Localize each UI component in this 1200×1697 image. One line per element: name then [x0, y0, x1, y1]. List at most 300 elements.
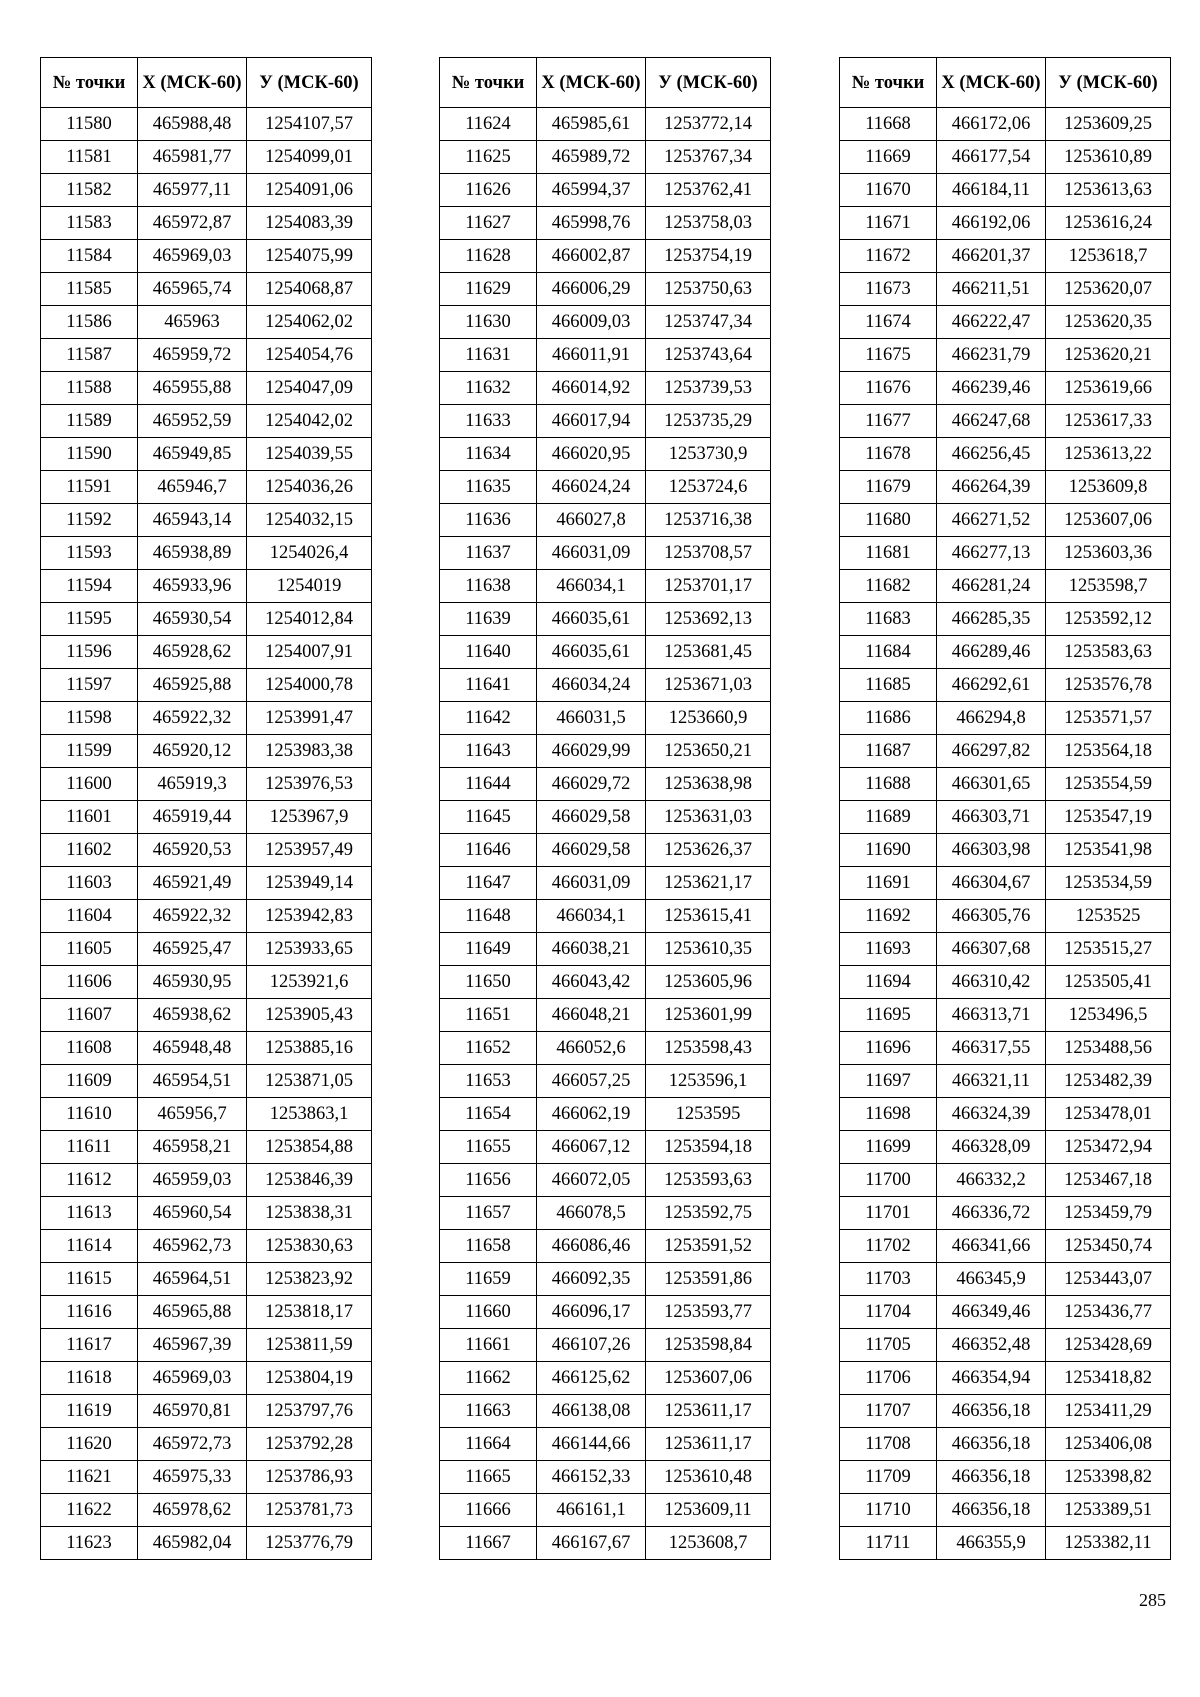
x-coordinate-cell: 466014,92: [537, 372, 646, 405]
point-number-cell: 11580: [41, 108, 138, 141]
x-coordinate-cell: 466144,66: [537, 1428, 646, 1461]
coordinates-table-1: [40, 57, 372, 1560]
point-number-cell: 11641: [440, 669, 537, 702]
x-coordinate-cell: 466031,5: [537, 702, 646, 735]
x-coordinate-cell: 465972,87: [138, 207, 247, 240]
y-coordinate-cell: 1254107,57: [247, 108, 372, 141]
y-coordinate-cell: 1253838,31: [247, 1197, 372, 1230]
y-coordinate-cell: 1253830,63: [247, 1230, 372, 1263]
table-row: [440, 966, 771, 999]
y-coordinate-cell: 1253638,98: [646, 768, 771, 801]
table-row: [440, 1461, 771, 1494]
x-coordinate-cell: 465998,76: [537, 207, 646, 240]
table-row: [840, 141, 1171, 174]
table-row: [440, 141, 771, 174]
point-number-cell: 11671: [840, 207, 937, 240]
y-coordinate-cell: 1253754,19: [646, 240, 771, 273]
y-coordinate-cell: 1253534,59: [1046, 867, 1171, 900]
y-coordinate-cell: 1253591,52: [646, 1230, 771, 1263]
x-coordinate-cell: 466002,87: [537, 240, 646, 273]
point-number-cell: 11675: [840, 339, 937, 372]
x-coordinate-cell: 465963: [138, 306, 247, 339]
table-row: [440, 438, 771, 471]
point-number-cell: 11710: [840, 1494, 937, 1527]
table-row: [840, 999, 1171, 1032]
x-coordinate-cell: 466072,05: [537, 1164, 646, 1197]
point-number-cell: 11591: [41, 471, 138, 504]
table-row: [41, 438, 372, 471]
y-coordinate-cell: 1253436,77: [1046, 1296, 1171, 1329]
point-number-cell: 11668: [840, 108, 937, 141]
x-coordinate-cell: 466256,45: [937, 438, 1046, 471]
table-row: [840, 1461, 1171, 1494]
y-coordinate-cell: 1253905,43: [247, 999, 372, 1032]
table-row: [41, 207, 372, 240]
point-number-cell: 11619: [41, 1395, 138, 1428]
table-row: [440, 405, 771, 438]
x-coordinate-cell: 465928,62: [138, 636, 247, 669]
y-coordinate-cell: 1254042,02: [247, 405, 372, 438]
point-number-cell: 11650: [440, 966, 537, 999]
table-row: [840, 207, 1171, 240]
table-row: [440, 999, 771, 1032]
table-row: [440, 570, 771, 603]
table-row: [840, 900, 1171, 933]
y-coordinate-cell: 1253592,75: [646, 1197, 771, 1230]
x-coordinate-cell: 466184,11: [937, 174, 1046, 207]
table-row: [41, 570, 372, 603]
y-coordinate-cell: 1253797,76: [247, 1395, 372, 1428]
point-number-cell: 11656: [440, 1164, 537, 1197]
x-coordinate-cell: 466307,68: [937, 933, 1046, 966]
y-coordinate-cell: 1253620,35: [1046, 306, 1171, 339]
x-coordinate-cell: 466067,12: [537, 1131, 646, 1164]
x-coordinate-cell: 466034,1: [537, 900, 646, 933]
table-row: [440, 1494, 771, 1527]
x-coordinate-cell: 465921,49: [138, 867, 247, 900]
x-coordinate-cell: 465985,61: [537, 108, 646, 141]
point-number-cell: 11660: [440, 1296, 537, 1329]
x-coordinate-cell: 466078,5: [537, 1197, 646, 1230]
x-coordinate-cell: 466138,08: [537, 1395, 646, 1428]
y-coordinate-cell: 1253617,33: [1046, 405, 1171, 438]
x-coordinate-cell: 466017,94: [537, 405, 646, 438]
x-coordinate-cell: 465955,88: [138, 372, 247, 405]
y-coordinate-cell: 1253616,24: [1046, 207, 1171, 240]
y-coordinate-cell: 1253554,59: [1046, 768, 1171, 801]
table-row: [440, 240, 771, 273]
x-coordinate-cell: 466285,35: [937, 603, 1046, 636]
x-coordinate-cell: 465969,03: [138, 1362, 247, 1395]
x-coordinate-cell: 465930,95: [138, 966, 247, 999]
table-row: [41, 867, 372, 900]
x-coordinate-cell: 466029,58: [537, 801, 646, 834]
y-coordinate-cell: 1253772,14: [646, 108, 771, 141]
y-coordinate-cell: 1253541,98: [1046, 834, 1171, 867]
y-coordinate-cell: 1253692,13: [646, 603, 771, 636]
point-number-cell: 11673: [840, 273, 937, 306]
y-coordinate-cell: 1253611,17: [646, 1395, 771, 1428]
table-row: [840, 1527, 1171, 1560]
point-number-cell: 11629: [440, 273, 537, 306]
page-number: 285: [1139, 1590, 1166, 1610]
point-number-cell: 11685: [840, 669, 937, 702]
point-number-cell: 11677: [840, 405, 937, 438]
table-row: [41, 1362, 372, 1395]
table-row: [840, 735, 1171, 768]
y-coordinate-cell: 1253620,07: [1046, 273, 1171, 306]
x-coordinate-cell: 466027,8: [537, 504, 646, 537]
y-coordinate-cell: 1253609,25: [1046, 108, 1171, 141]
point-number-cell: 11663: [440, 1395, 537, 1428]
table-row: [440, 1098, 771, 1131]
x-coordinate-cell: 466277,13: [937, 537, 1046, 570]
point-number-cell: 11647: [440, 867, 537, 900]
point-number-cell: 11589: [41, 405, 138, 438]
table-row: [41, 636, 372, 669]
table-row: [840, 1494, 1171, 1527]
y-coordinate-cell: 1253615,41: [646, 900, 771, 933]
table-row: [41, 1395, 372, 1428]
point-number-cell: 11699: [840, 1131, 937, 1164]
point-number-cell: 11602: [41, 834, 138, 867]
y-coordinate-cell: 1253610,48: [646, 1461, 771, 1494]
y-coordinate-cell: 1253592,12: [1046, 603, 1171, 636]
point-number-cell: 11583: [41, 207, 138, 240]
point-number-cell: 11586: [41, 306, 138, 339]
point-number-cell: 11609: [41, 1065, 138, 1098]
y-coordinate-cell: 1253708,57: [646, 537, 771, 570]
x-coordinate-cell: 466356,18: [937, 1461, 1046, 1494]
table-row: [840, 108, 1171, 141]
x-coordinate-cell: 466345,9: [937, 1263, 1046, 1296]
table-row: [840, 1032, 1171, 1065]
x-coordinate-cell: 466356,18: [937, 1428, 1046, 1461]
table-row: [41, 801, 372, 834]
x-coordinate-cell: 465970,81: [138, 1395, 247, 1428]
x-coordinate-cell: 465952,59: [138, 405, 247, 438]
header-x-coordinate: Х (МСК-60): [937, 58, 1046, 108]
x-coordinate-cell: 465954,51: [138, 1065, 247, 1098]
point-number-cell: 11664: [440, 1428, 537, 1461]
y-coordinate-cell: 1253724,6: [646, 471, 771, 504]
x-coordinate-cell: 466161,1: [537, 1494, 646, 1527]
x-coordinate-cell: 466303,98: [937, 834, 1046, 867]
x-coordinate-cell: 466271,52: [937, 504, 1046, 537]
y-coordinate-cell: 1253459,79: [1046, 1197, 1171, 1230]
table-row: [440, 108, 771, 141]
x-coordinate-cell: 466313,71: [937, 999, 1046, 1032]
point-number-cell: 11700: [840, 1164, 937, 1197]
y-coordinate-cell: 1253610,35: [646, 933, 771, 966]
x-coordinate-cell: 465943,14: [138, 504, 247, 537]
x-coordinate-cell: 466096,17: [537, 1296, 646, 1329]
coordinates-table-3: [839, 57, 1171, 1560]
point-number-cell: 11705: [840, 1329, 937, 1362]
table-row: [41, 1263, 372, 1296]
y-coordinate-cell: 1253496,5: [1046, 999, 1171, 1032]
x-coordinate-cell: 465977,11: [138, 174, 247, 207]
table-row: [840, 669, 1171, 702]
y-coordinate-cell: 1253603,36: [1046, 537, 1171, 570]
point-number-cell: 11628: [440, 240, 537, 273]
y-coordinate-cell: 1253747,34: [646, 306, 771, 339]
y-coordinate-cell: 1254012,84: [247, 603, 372, 636]
y-coordinate-cell: 1253607,06: [646, 1362, 771, 1395]
x-coordinate-cell: 466062,19: [537, 1098, 646, 1131]
y-coordinate-cell: 1253983,38: [247, 735, 372, 768]
point-number-cell: 11595: [41, 603, 138, 636]
x-coordinate-cell: 466031,09: [537, 867, 646, 900]
x-coordinate-cell: 465960,54: [138, 1197, 247, 1230]
x-coordinate-cell: 466034,1: [537, 570, 646, 603]
table-row: [41, 471, 372, 504]
table-row: [41, 999, 372, 1032]
x-coordinate-cell: 466222,47: [937, 306, 1046, 339]
x-coordinate-cell: 465946,7: [138, 471, 247, 504]
table-row: [41, 1098, 372, 1131]
y-coordinate-cell: 1253991,47: [247, 702, 372, 735]
point-number-cell: 11639: [440, 603, 537, 636]
y-coordinate-cell: 1253605,96: [646, 966, 771, 999]
table-row: [41, 1527, 372, 1560]
table-row: [41, 933, 372, 966]
table-row: [41, 372, 372, 405]
point-number-cell: 11709: [840, 1461, 937, 1494]
y-coordinate-cell: 1253601,99: [646, 999, 771, 1032]
table-row: [41, 702, 372, 735]
table-row: [41, 1230, 372, 1263]
x-coordinate-cell: 466336,72: [937, 1197, 1046, 1230]
table-row: [440, 537, 771, 570]
x-coordinate-cell: 465925,47: [138, 933, 247, 966]
point-number-cell: 11665: [440, 1461, 537, 1494]
table-row: [840, 570, 1171, 603]
y-coordinate-cell: 1254036,26: [247, 471, 372, 504]
point-number-cell: 11605: [41, 933, 138, 966]
point-number-cell: 11645: [440, 801, 537, 834]
x-coordinate-cell: 466352,48: [937, 1329, 1046, 1362]
table-row: [440, 735, 771, 768]
y-coordinate-cell: 1253758,03: [646, 207, 771, 240]
x-coordinate-cell: 466341,66: [937, 1230, 1046, 1263]
point-number-cell: 11692: [840, 900, 937, 933]
point-number-cell: 11642: [440, 702, 537, 735]
table-row: [840, 372, 1171, 405]
y-coordinate-cell: 1253871,05: [247, 1065, 372, 1098]
x-coordinate-cell: 466048,21: [537, 999, 646, 1032]
y-coordinate-cell: 1253823,92: [247, 1263, 372, 1296]
point-number-cell: 11611: [41, 1131, 138, 1164]
x-coordinate-cell: 466086,46: [537, 1230, 646, 1263]
point-number-cell: 11607: [41, 999, 138, 1032]
table-row: [41, 1197, 372, 1230]
y-coordinate-cell: 1253594,18: [646, 1131, 771, 1164]
x-coordinate-cell: 466024,24: [537, 471, 646, 504]
table-row: [41, 900, 372, 933]
y-coordinate-cell: 1253608,7: [646, 1527, 771, 1560]
x-coordinate-cell: 465919,44: [138, 801, 247, 834]
point-number-cell: 11594: [41, 570, 138, 603]
y-coordinate-cell: 1253681,45: [646, 636, 771, 669]
x-coordinate-cell: 466289,46: [937, 636, 1046, 669]
x-coordinate-cell: 466034,24: [537, 669, 646, 702]
y-coordinate-cell: 1254068,87: [247, 273, 372, 306]
x-coordinate-cell: 465920,53: [138, 834, 247, 867]
point-number-cell: 11584: [41, 240, 138, 273]
point-number-cell: 11625: [440, 141, 537, 174]
table-row: [840, 273, 1171, 306]
y-coordinate-cell: 1253467,18: [1046, 1164, 1171, 1197]
y-coordinate-cell: 1254062,02: [247, 306, 372, 339]
point-number-cell: 11630: [440, 306, 537, 339]
x-coordinate-cell: 466355,9: [937, 1527, 1046, 1560]
x-coordinate-cell: 466349,46: [937, 1296, 1046, 1329]
table-row: [840, 537, 1171, 570]
table-row: [440, 174, 771, 207]
table-row: [440, 372, 771, 405]
point-number-cell: 11627: [440, 207, 537, 240]
x-coordinate-cell: 466092,35: [537, 1263, 646, 1296]
x-coordinate-cell: 466321,11: [937, 1065, 1046, 1098]
header-x-coordinate: Х (МСК-60): [537, 58, 646, 108]
y-coordinate-cell: 1253716,38: [646, 504, 771, 537]
y-coordinate-cell: 1253571,57: [1046, 702, 1171, 735]
table-row: [440, 1164, 771, 1197]
table-row: [41, 768, 372, 801]
x-coordinate-cell: 466152,33: [537, 1461, 646, 1494]
point-number-cell: 11646: [440, 834, 537, 867]
point-number-cell: 11581: [41, 141, 138, 174]
y-coordinate-cell: 1253976,53: [247, 768, 372, 801]
x-coordinate-cell: 465959,03: [138, 1164, 247, 1197]
point-number-cell: 11634: [440, 438, 537, 471]
table-row: [41, 273, 372, 306]
x-coordinate-cell: 466172,06: [937, 108, 1046, 141]
x-coordinate-cell: 466211,51: [937, 273, 1046, 306]
x-coordinate-cell: 466020,95: [537, 438, 646, 471]
y-coordinate-cell: 1254075,99: [247, 240, 372, 273]
y-coordinate-cell: 1254019: [247, 570, 372, 603]
y-coordinate-cell: 1253762,41: [646, 174, 771, 207]
x-coordinate-cell: 466281,24: [937, 570, 1046, 603]
table-header-row: [440, 58, 771, 108]
y-coordinate-cell: 1253472,94: [1046, 1131, 1171, 1164]
point-number-cell: 11636: [440, 504, 537, 537]
table-row: [440, 834, 771, 867]
y-coordinate-cell: 1253792,28: [247, 1428, 372, 1461]
x-coordinate-cell: 465978,62: [138, 1494, 247, 1527]
table-row: [440, 1362, 771, 1395]
y-coordinate-cell: 1253505,41: [1046, 966, 1171, 999]
table-row: [440, 1032, 771, 1065]
x-coordinate-cell: 466328,09: [937, 1131, 1046, 1164]
point-number-cell: 11658: [440, 1230, 537, 1263]
x-coordinate-cell: 466294,8: [937, 702, 1046, 735]
point-number-cell: 11632: [440, 372, 537, 405]
x-coordinate-cell: 466310,42: [937, 966, 1046, 999]
y-coordinate-cell: 1253389,51: [1046, 1494, 1171, 1527]
point-number-cell: 11604: [41, 900, 138, 933]
y-coordinate-cell: 1253730,9: [646, 438, 771, 471]
y-coordinate-cell: 1253525: [1046, 900, 1171, 933]
table-row: [840, 1230, 1171, 1263]
x-coordinate-cell: 465938,62: [138, 999, 247, 1032]
point-number-cell: 11622: [41, 1494, 138, 1527]
point-number-cell: 11679: [840, 471, 937, 504]
y-coordinate-cell: 1253933,65: [247, 933, 372, 966]
y-coordinate-cell: 1253671,03: [646, 669, 771, 702]
x-coordinate-cell: 466035,61: [537, 636, 646, 669]
table-row: [840, 1428, 1171, 1461]
table-row: [41, 1065, 372, 1098]
x-coordinate-cell: 466292,61: [937, 669, 1046, 702]
point-number-cell: 11672: [840, 240, 937, 273]
point-number-cell: 11670: [840, 174, 937, 207]
y-coordinate-cell: 1253739,53: [646, 372, 771, 405]
table-row: [440, 603, 771, 636]
point-number-cell: 11616: [41, 1296, 138, 1329]
x-coordinate-cell: 466356,18: [937, 1494, 1046, 1527]
point-number-cell: 11618: [41, 1362, 138, 1395]
y-coordinate-cell: 1253418,82: [1046, 1362, 1171, 1395]
point-number-cell: 11617: [41, 1329, 138, 1362]
y-coordinate-cell: 1253515,27: [1046, 933, 1171, 966]
table-row: [440, 669, 771, 702]
point-number-cell: 11608: [41, 1032, 138, 1065]
table-row: [440, 471, 771, 504]
y-coordinate-cell: 1253613,63: [1046, 174, 1171, 207]
table-row: [840, 405, 1171, 438]
point-number-cell: 11593: [41, 537, 138, 570]
y-coordinate-cell: 1253610,89: [1046, 141, 1171, 174]
x-coordinate-cell: 466305,76: [937, 900, 1046, 933]
table-row: [440, 768, 771, 801]
table-row: [440, 702, 771, 735]
point-number-cell: 11666: [440, 1494, 537, 1527]
point-number-cell: 11626: [440, 174, 537, 207]
table-row: [440, 1527, 771, 1560]
y-coordinate-cell: 1253921,6: [247, 966, 372, 999]
y-coordinate-cell: 1253618,7: [1046, 240, 1171, 273]
table-row: [440, 1065, 771, 1098]
point-number-cell: 11703: [840, 1263, 937, 1296]
x-coordinate-cell: 466324,39: [937, 1098, 1046, 1131]
table-row: [440, 1428, 771, 1461]
header-y-coordinate: У (МСК-60): [646, 58, 771, 108]
table-header-row: [840, 58, 1171, 108]
table-row: [440, 1395, 771, 1428]
x-coordinate-cell: 465965,88: [138, 1296, 247, 1329]
point-number-cell: 11693: [840, 933, 937, 966]
header-y-coordinate: У (МСК-60): [1046, 58, 1171, 108]
header-point-number: № точки: [840, 58, 937, 108]
x-coordinate-cell: 465920,12: [138, 735, 247, 768]
x-coordinate-cell: 466035,61: [537, 603, 646, 636]
point-number-cell: 11686: [840, 702, 937, 735]
y-coordinate-cell: 1253743,64: [646, 339, 771, 372]
table-row: [440, 1263, 771, 1296]
y-coordinate-cell: 1253591,86: [646, 1263, 771, 1296]
point-number-cell: 11680: [840, 504, 937, 537]
y-coordinate-cell: 1253398,82: [1046, 1461, 1171, 1494]
y-coordinate-cell: 1253611,17: [646, 1428, 771, 1461]
table-row: [41, 108, 372, 141]
point-number-cell: 11631: [440, 339, 537, 372]
table-row: [840, 1395, 1171, 1428]
table-row: [840, 834, 1171, 867]
x-coordinate-cell: 465956,7: [138, 1098, 247, 1131]
